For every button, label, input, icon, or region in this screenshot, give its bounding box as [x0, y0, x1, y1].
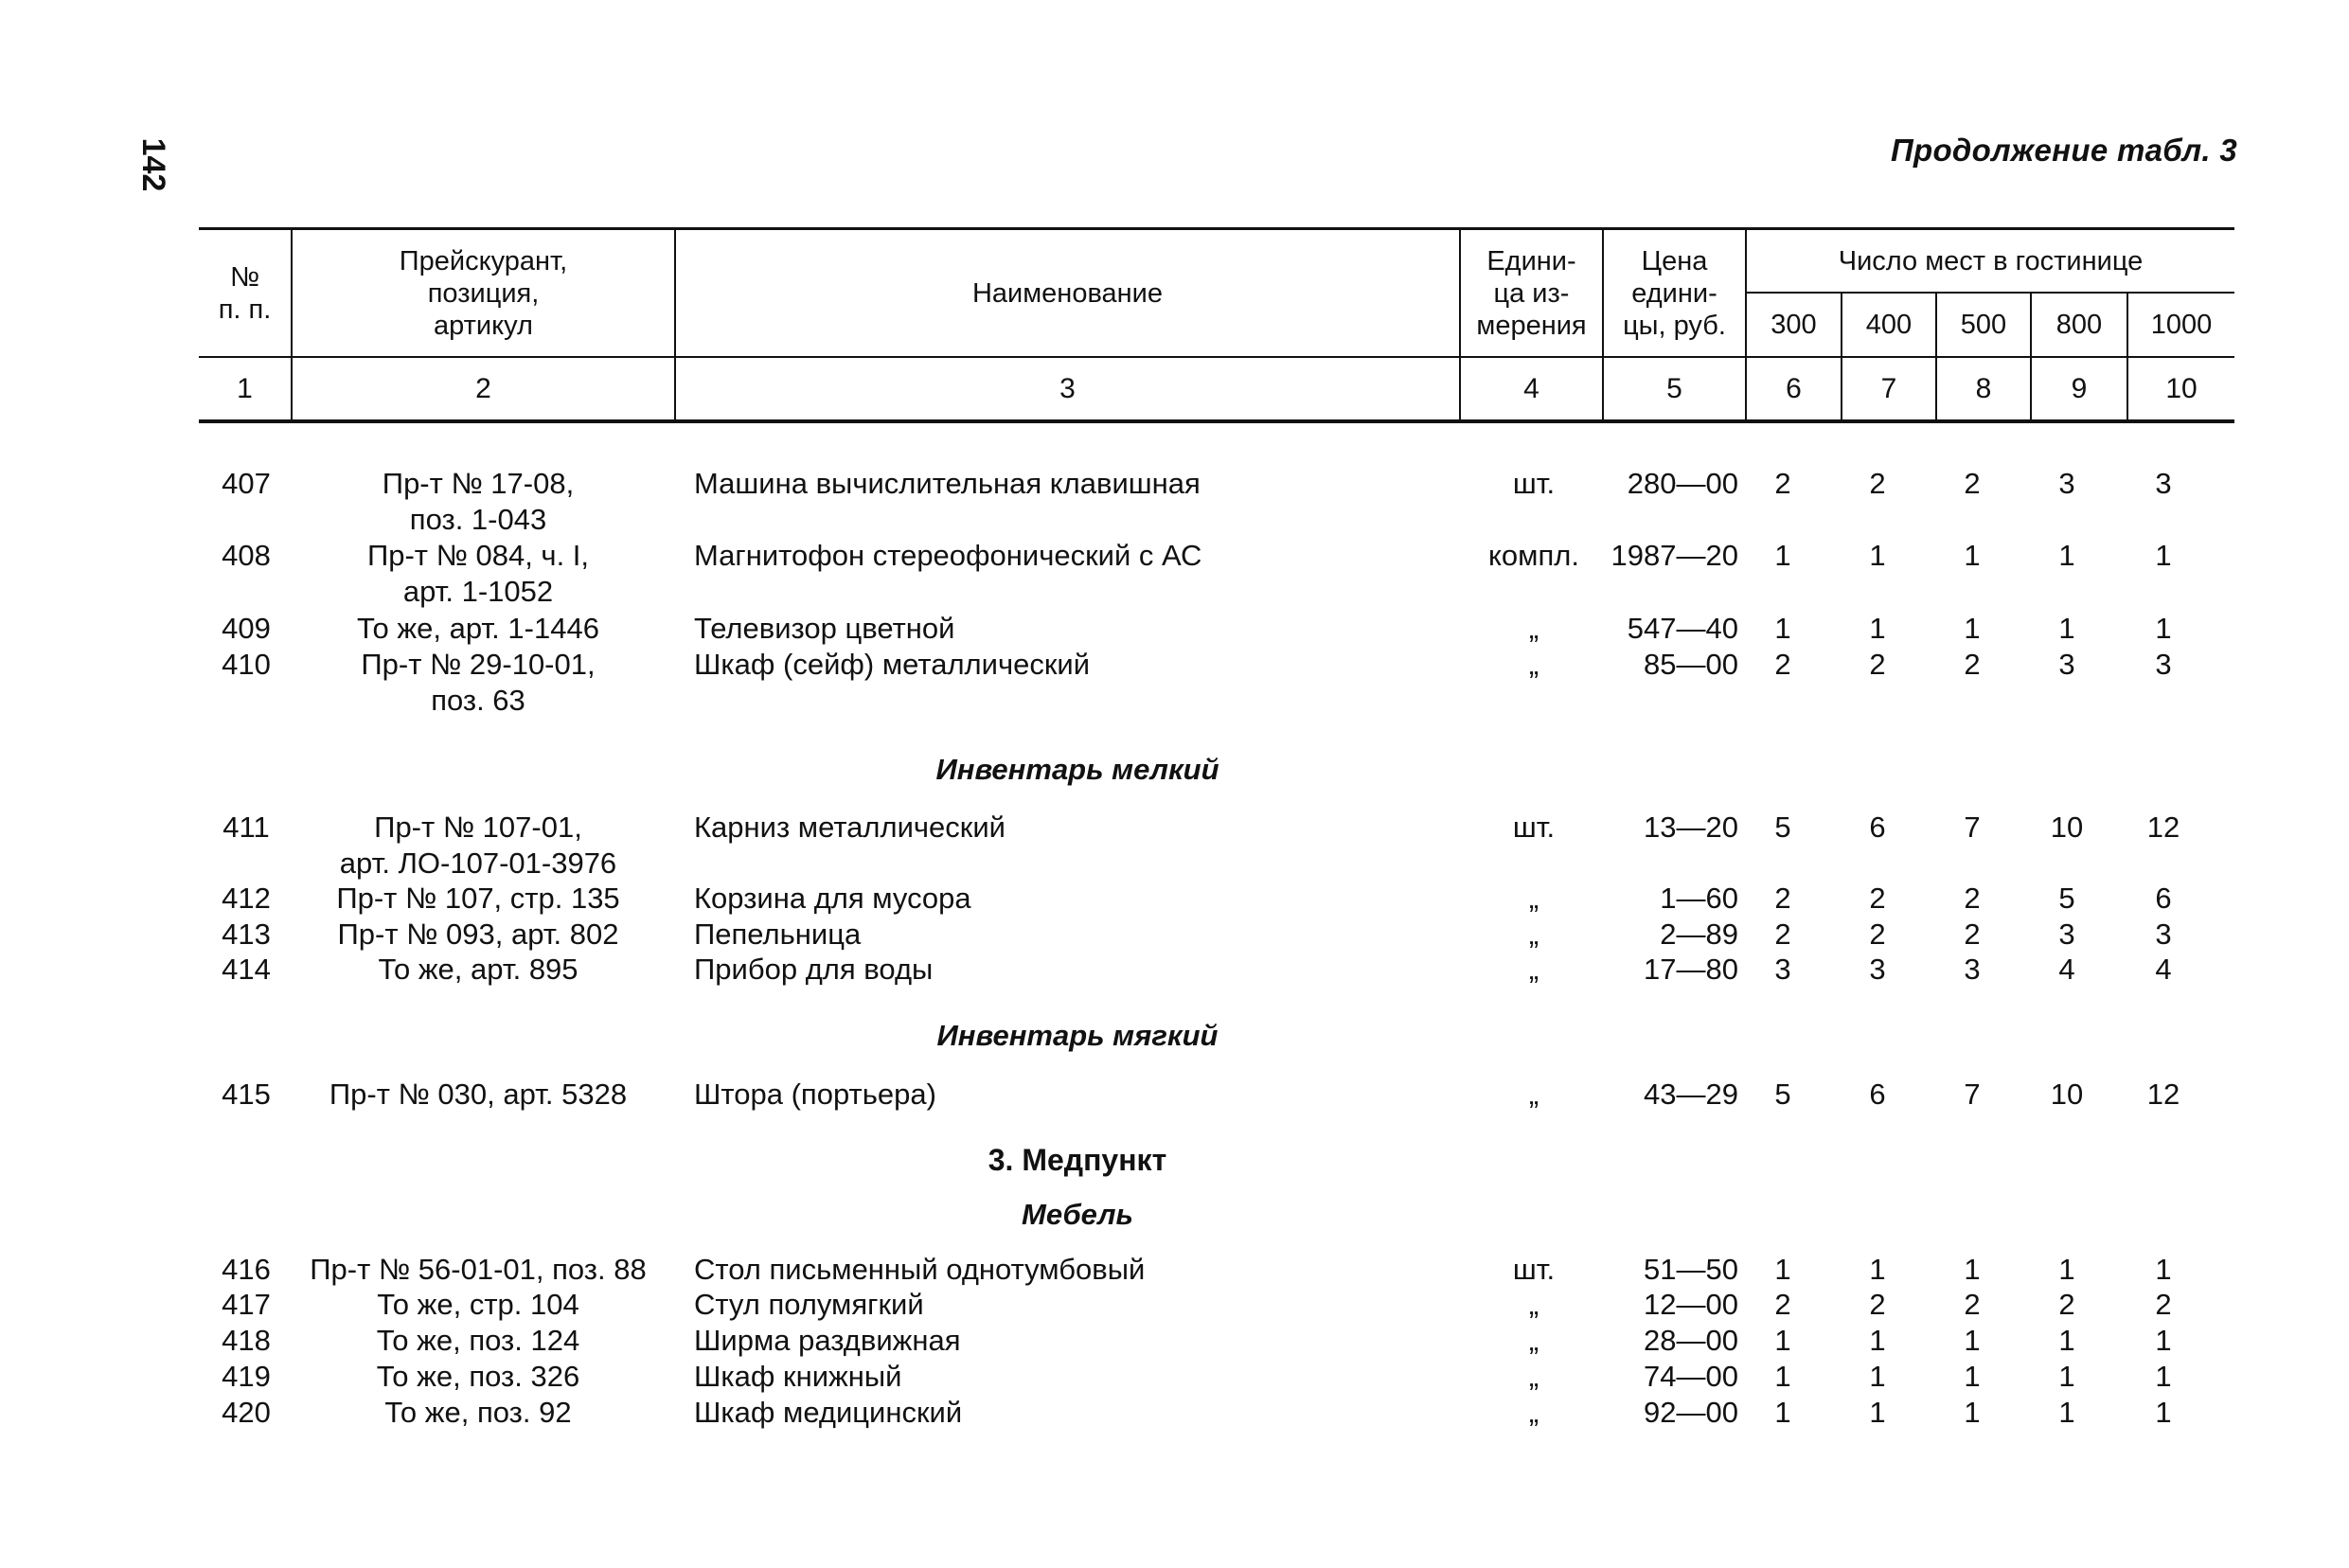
row-unit-price: 13—20: [1644, 811, 1738, 844]
column-number: 2: [475, 372, 491, 404]
row-quantity-400: 6: [1869, 1078, 1886, 1111]
row-quantity-400: 1: [1869, 1396, 1886, 1429]
row-unit: „: [1528, 1324, 1539, 1357]
row-quantity-300: 1: [1774, 612, 1791, 645]
row-quantity-300: 2: [1774, 648, 1791, 681]
row-quantity-300: 2: [1774, 1288, 1791, 1321]
row-unit-price: 547—40: [1627, 612, 1738, 645]
row-quantity-1000: 2: [2155, 1288, 2172, 1321]
row-quantity-400: 1: [1869, 612, 1886, 645]
row-quantity-800: 1: [2058, 1360, 2075, 1393]
row-quantity-800: 10: [2050, 811, 2084, 844]
row-number: 409: [222, 612, 271, 645]
header-name: Наименование: [971, 277, 1164, 309]
section-title-soft-inventory: Инвентарь мягкий: [936, 1019, 1219, 1052]
row-number: 419: [222, 1360, 271, 1393]
row-unit: компл.: [1488, 539, 1579, 572]
row-unit-price: 85—00: [1644, 648, 1738, 681]
row-item-name: Стул полумягкий: [694, 1288, 924, 1321]
row-quantity-400: 1: [1869, 1360, 1886, 1393]
section-title-medpunkt: 3. Медпункт: [988, 1143, 1167, 1177]
table-continuation-label: Продолжение табл. 3: [1890, 133, 2237, 168]
row-quantity-400: 2: [1869, 648, 1886, 681]
row-quantity-1000: 3: [2155, 467, 2172, 500]
row-unit-price: 17—80: [1644, 953, 1738, 986]
row-unit-price: 1—60: [1660, 882, 1738, 915]
row-quantity-500: 2: [1964, 648, 1981, 681]
row-number: 420: [222, 1396, 271, 1429]
row-quantity-400: 1: [1869, 1253, 1886, 1286]
row-quantity-500: 2: [1964, 882, 1981, 915]
row-price-list-reference: То же, арт. 895: [378, 953, 578, 986]
column-number: 7: [1880, 372, 1897, 404]
row-unit: „: [1528, 612, 1539, 645]
column-number: 1: [237, 372, 253, 404]
row-item-name: Прибор для воды: [694, 953, 934, 986]
row-quantity-800: 3: [2058, 467, 2075, 500]
row-quantity-800: 2: [2058, 1288, 2075, 1321]
header-num: № п. п.: [218, 261, 272, 325]
row-price-list-reference: Пр-т № 093, арт. 802: [337, 918, 619, 951]
row-item-name: Пепельница: [694, 918, 862, 951]
row-quantity-300: 1: [1774, 539, 1791, 572]
row-quantity-300: 1: [1774, 1360, 1791, 1393]
row-quantity-800: 5: [2058, 882, 2075, 915]
row-unit: „: [1528, 1396, 1539, 1429]
row-quantity-800: 3: [2058, 648, 2075, 681]
row-quantity-1000: 3: [2155, 918, 2172, 951]
row-number: 408: [222, 539, 271, 572]
row-quantity-300: 1: [1774, 1396, 1791, 1429]
row-price-list-reference: То же, стр. 104: [377, 1288, 579, 1321]
row-quantity-1000: 12: [2146, 811, 2180, 844]
row-quantity-300: 1: [1774, 1253, 1791, 1286]
column-number: 6: [1786, 372, 1802, 404]
row-price-list-reference: Пр-т № 17-08, поз. 1-043: [382, 467, 575, 536]
row-unit-price: 28—00: [1644, 1324, 1738, 1357]
row-quantity-800: 1: [2058, 1324, 2075, 1357]
header-capacity-400: 400: [1865, 310, 1913, 340]
row-quantity-500: 7: [1964, 1078, 1981, 1111]
row-quantity-500: 7: [1964, 811, 1981, 844]
row-item-name: Стол письменный однотумбовый: [694, 1253, 1146, 1286]
row-quantity-1000: 1: [2155, 1253, 2172, 1286]
row-number: 416: [222, 1253, 271, 1286]
row-unit-price: 51—50: [1644, 1253, 1738, 1286]
row-unit: „: [1528, 918, 1539, 951]
row-item-name: Шкаф книжный: [694, 1360, 902, 1393]
header-capacity-300: 300: [1771, 310, 1817, 340]
row-quantity-1000: 1: [2155, 1396, 2172, 1429]
header-reference: Прейскурант, позиция, артикул: [399, 245, 568, 341]
row-quantity-300: 5: [1774, 811, 1791, 844]
row-number: 415: [222, 1078, 271, 1111]
row-quantity-500: 2: [1964, 1288, 1981, 1321]
row-quantity-1000: 3: [2155, 648, 2172, 681]
row-quantity-1000: 4: [2155, 953, 2172, 986]
row-quantity-400: 2: [1869, 1288, 1886, 1321]
row-quantity-400: 2: [1869, 918, 1886, 951]
row-unit-price: 74—00: [1644, 1360, 1738, 1393]
row-price-list-reference: Пр-т № 29-10-01, поз. 63: [361, 648, 596, 717]
row-quantity-300: 2: [1774, 467, 1791, 500]
column-number: 4: [1523, 372, 1539, 404]
row-number: 407: [222, 467, 271, 500]
row-item-name: Корзина для мусора: [694, 882, 971, 915]
row-quantity-500: 3: [1964, 953, 1981, 986]
row-quantity-800: 1: [2058, 612, 2075, 645]
row-quantity-400: 1: [1869, 1324, 1886, 1357]
row-quantity-300: 3: [1774, 953, 1791, 986]
row-item-name: Карниз металлический: [694, 811, 1005, 844]
header-capacity: Число мест в гостинице: [1838, 245, 2144, 276]
row-quantity-1000: 1: [2155, 1360, 2172, 1393]
row-item-name: Ширма раздвижная: [694, 1324, 961, 1357]
row-number: 412: [222, 882, 271, 915]
row-number: 414: [222, 953, 271, 986]
row-item-name: Шкаф (сейф) металлический: [694, 648, 1091, 681]
row-unit: шт.: [1512, 467, 1556, 500]
row-unit-price: 43—29: [1644, 1078, 1738, 1111]
row-quantity-800: 3: [2058, 918, 2075, 951]
row-price-list-reference: То же, арт. 1-1446: [357, 612, 599, 645]
row-unit-price: 12—00: [1644, 1288, 1738, 1321]
header-capacity-1000: 1000: [2150, 310, 2213, 340]
row-unit: „: [1528, 1360, 1539, 1393]
row-price-list-reference: То же, поз. 326: [376, 1360, 580, 1393]
row-quantity-300: 2: [1774, 882, 1791, 915]
row-number: 417: [222, 1288, 271, 1321]
header-capacity-800: 800: [2055, 310, 2103, 340]
row-quantity-300: 2: [1774, 918, 1791, 951]
row-quantity-500: 1: [1964, 1396, 1981, 1429]
row-unit-price: 280—00: [1627, 467, 1738, 500]
row-quantity-1000: 6: [2155, 882, 2172, 915]
row-quantity-800: 10: [2050, 1078, 2084, 1111]
row-unit: „: [1528, 648, 1539, 681]
row-quantity-1000: 1: [2155, 539, 2172, 572]
row-quantity-800: 4: [2058, 953, 2075, 986]
row-quantity-500: 1: [1964, 1253, 1981, 1286]
section-title-furniture: Мебель: [1022, 1198, 1133, 1231]
row-price-list-reference: То же, поз. 92: [384, 1396, 572, 1429]
row-quantity-500: 1: [1964, 539, 1981, 572]
row-item-name: Машина вычислительная клавишная: [694, 467, 1201, 500]
section-title-small-inventory: Инвентарь мелкий: [935, 753, 1219, 786]
header-price: Цена едини- цы, руб.: [1623, 245, 1726, 341]
row-price-list-reference: Пр-т № 107, стр. 135: [336, 882, 620, 915]
row-quantity-400: 6: [1869, 811, 1886, 844]
row-unit: „: [1528, 1288, 1539, 1321]
row-number: 410: [222, 648, 271, 681]
row-number: 413: [222, 918, 271, 951]
row-quantity-800: 1: [2058, 1396, 2075, 1429]
row-unit: „: [1528, 1078, 1539, 1111]
row-quantity-400: 2: [1869, 882, 1886, 915]
row-number: 411: [222, 811, 270, 844]
column-number: 8: [1975, 372, 1992, 404]
row-quantity-300: 1: [1774, 1324, 1791, 1357]
row-price-list-reference: Пр-т № 084, ч. I, арт. 1-1052: [366, 539, 590, 608]
row-quantity-400: 1: [1869, 539, 1886, 572]
header-unit: Едини- ца из- мерения: [1476, 245, 1587, 341]
column-number: 10: [2165, 372, 2198, 404]
row-unit: „: [1528, 953, 1539, 986]
row-quantity-500: 2: [1964, 467, 1981, 500]
row-price-list-reference: То же, поз. 124: [376, 1324, 580, 1357]
row-unit: шт.: [1512, 1253, 1556, 1286]
row-quantity-300: 5: [1774, 1078, 1791, 1111]
header-capacity-500: 500: [1960, 310, 2007, 340]
row-item-name: Телевизор цветной: [694, 612, 955, 645]
row-quantity-400: 2: [1869, 467, 1886, 500]
row-quantity-1000: 1: [2155, 1324, 2172, 1357]
column-number: 3: [1059, 372, 1076, 404]
row-unit-price: 2—89: [1660, 918, 1738, 951]
row-unit: шт.: [1512, 811, 1556, 844]
row-price-list-reference: Пр-т № 107-01, арт. ЛО-107-01-3976: [339, 811, 617, 880]
column-number: 9: [2071, 372, 2088, 404]
row-quantity-500: 1: [1964, 1324, 1981, 1357]
row-quantity-500: 1: [1964, 612, 1981, 645]
row-quantity-1000: 1: [2155, 612, 2172, 645]
row-unit-price: 92—00: [1644, 1396, 1738, 1429]
row-quantity-1000: 12: [2146, 1078, 2180, 1111]
row-quantity-800: 1: [2058, 539, 2075, 572]
row-quantity-400: 3: [1869, 953, 1886, 986]
row-number: 418: [222, 1324, 271, 1357]
row-unit-price: 1987—20: [1610, 539, 1738, 572]
row-quantity-500: 2: [1964, 918, 1981, 951]
row-item-name: Магнитофон стереофонический с АС: [694, 539, 1202, 572]
row-quantity-800: 1: [2058, 1253, 2075, 1286]
row-quantity-500: 1: [1964, 1360, 1981, 1393]
page-number: 142: [135, 137, 171, 192]
column-number: 5: [1666, 372, 1682, 404]
row-item-name: Штора (портьера): [694, 1078, 936, 1111]
row-item-name: Шкаф медицинский: [694, 1396, 963, 1429]
row-unit: „: [1528, 882, 1539, 915]
row-price-list-reference: Пр-т № 56-01-01, поз. 88: [310, 1253, 647, 1286]
row-price-list-reference: Пр-т № 030, арт. 5328: [329, 1078, 628, 1111]
